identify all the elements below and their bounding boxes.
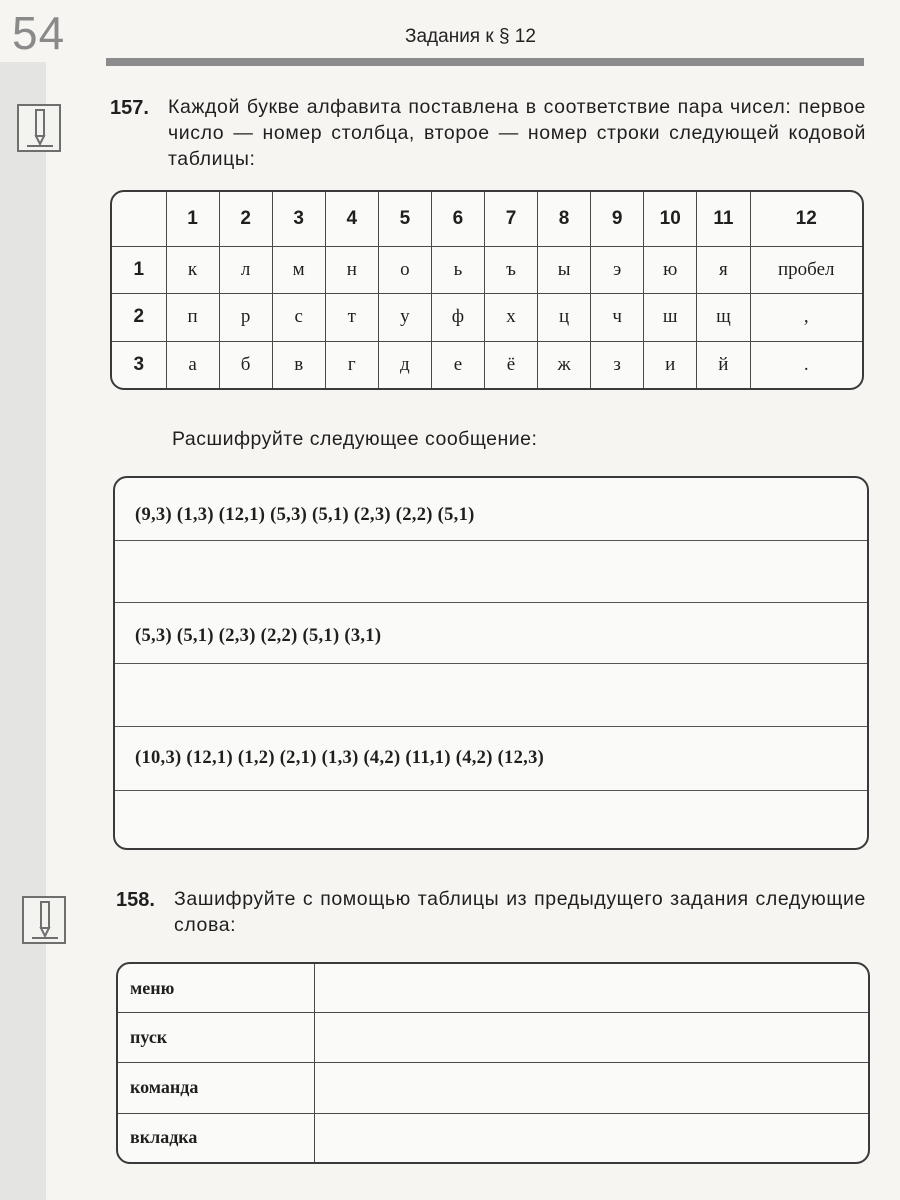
table-cell: и xyxy=(644,341,697,388)
table-cell: д xyxy=(378,341,431,388)
column-header: 8 xyxy=(538,192,591,246)
table-cell: м xyxy=(272,246,325,294)
answer-row-divider xyxy=(115,602,867,604)
table-cell: б xyxy=(219,341,272,388)
code-table-row xyxy=(112,341,862,388)
column-header: 1 xyxy=(166,192,219,246)
page-title: Задания к § 12 xyxy=(405,26,536,47)
table-cell: г xyxy=(325,341,378,388)
column-header: 3 xyxy=(272,192,325,246)
table-cell: ь xyxy=(431,246,484,294)
code-table xyxy=(110,190,864,390)
encode-row xyxy=(118,1113,868,1162)
table-cell: ы xyxy=(538,246,591,294)
table-cell: пробел xyxy=(750,246,862,294)
table-cell: л xyxy=(219,246,272,294)
word-cell: вкладка xyxy=(118,1113,314,1162)
left-margin-strip xyxy=(0,62,46,1200)
cipher-line: (10,3) (12,1) (1,2) (2,1) (1,3) (4,2) (11,1) (4,2) (12,3) xyxy=(135,748,545,768)
table-cell: р xyxy=(219,294,272,342)
row-header: 3 xyxy=(112,341,166,388)
task-158-number: 158. xyxy=(116,889,155,911)
table-cell: й xyxy=(697,341,750,388)
answer-line[interactable] xyxy=(115,540,867,603)
table-cell: ъ xyxy=(484,246,537,294)
table-cell: щ xyxy=(697,294,750,342)
column-header: 6 xyxy=(431,192,484,246)
table-cell: к xyxy=(166,246,219,294)
cipher-line: (5,3) (5,1) (2,3) (2,2) (5,1) (3,1) xyxy=(135,626,382,646)
task-157-text: Каждой букве алфавита поставлена в соответствие пара чисел: первое число — номер столбца, второе — номер строки следующей кодовой таблицы: xyxy=(168,96,866,170)
table-cell: э xyxy=(591,246,644,294)
column-header: 10 xyxy=(644,192,697,246)
encode-row xyxy=(118,1063,868,1113)
table-cell: о xyxy=(378,246,431,294)
code-table-row xyxy=(112,294,862,342)
word-cell: пуск xyxy=(118,1013,314,1063)
table-cell: т xyxy=(325,294,378,342)
answer-line[interactable] xyxy=(115,790,867,850)
table-cell: ш xyxy=(644,294,697,342)
task-157-number: 157. xyxy=(110,97,149,119)
table-cell: ю xyxy=(644,246,697,294)
row-header: 2 xyxy=(112,294,166,342)
code-table-row xyxy=(112,246,862,294)
column-header: 5 xyxy=(378,192,431,246)
table-cell: с xyxy=(272,294,325,342)
table-cell: , xyxy=(750,294,862,342)
table-cell: я xyxy=(697,246,750,294)
answer-row-divider xyxy=(115,726,867,728)
task-158-text: Зашифруйте с помощью таблицы из предыдущего задания следующие слова: xyxy=(174,888,866,936)
pencil-task-icon xyxy=(17,104,61,152)
column-header: 7 xyxy=(484,192,537,246)
column-header: 2 xyxy=(219,192,272,246)
answer-cell[interactable] xyxy=(314,1013,868,1063)
pencil-task-icon xyxy=(22,896,66,944)
table-cell: з xyxy=(591,341,644,388)
table-cell: е xyxy=(431,341,484,388)
table-cell: п xyxy=(166,294,219,342)
column-header: 11 xyxy=(697,192,750,246)
row-header: 1 xyxy=(112,246,166,294)
word-cell: команда xyxy=(118,1063,314,1113)
decode-instruction: Расшифруйте следующее сообщение: xyxy=(172,428,538,450)
table-cell: а xyxy=(166,341,219,388)
code-table-corner-cell xyxy=(112,192,166,246)
table-cell: у xyxy=(378,294,431,342)
table-cell: ж xyxy=(538,341,591,388)
answer-line[interactable] xyxy=(115,663,867,726)
table-cell: н xyxy=(325,246,378,294)
table-cell: ц xyxy=(538,294,591,342)
table-cell: в xyxy=(272,341,325,388)
encode-row xyxy=(118,1013,868,1063)
word-cell: меню xyxy=(118,964,314,1013)
cipher-line: (9,3) (1,3) (12,1) (5,3) (5,1) (2,3) (2,2) (5,1) xyxy=(135,505,475,525)
table-cell: . xyxy=(750,341,862,388)
table-cell: ф xyxy=(431,294,484,342)
answer-cell[interactable] xyxy=(314,1063,868,1113)
page-number: 54 xyxy=(12,7,66,59)
column-header: 4 xyxy=(325,192,378,246)
decode-answer-box xyxy=(113,476,869,850)
column-header: 9 xyxy=(591,192,644,246)
answer-cell[interactable] xyxy=(314,1113,868,1162)
answer-cell[interactable] xyxy=(314,964,868,1013)
column-header: 12 xyxy=(750,192,862,246)
code-table-header-row xyxy=(112,192,862,246)
table-cell: х xyxy=(484,294,537,342)
encode-table xyxy=(116,962,870,1164)
header-divider xyxy=(106,58,864,66)
table-cell: ч xyxy=(591,294,644,342)
encode-row xyxy=(118,964,868,1013)
table-cell: ё xyxy=(484,341,537,388)
